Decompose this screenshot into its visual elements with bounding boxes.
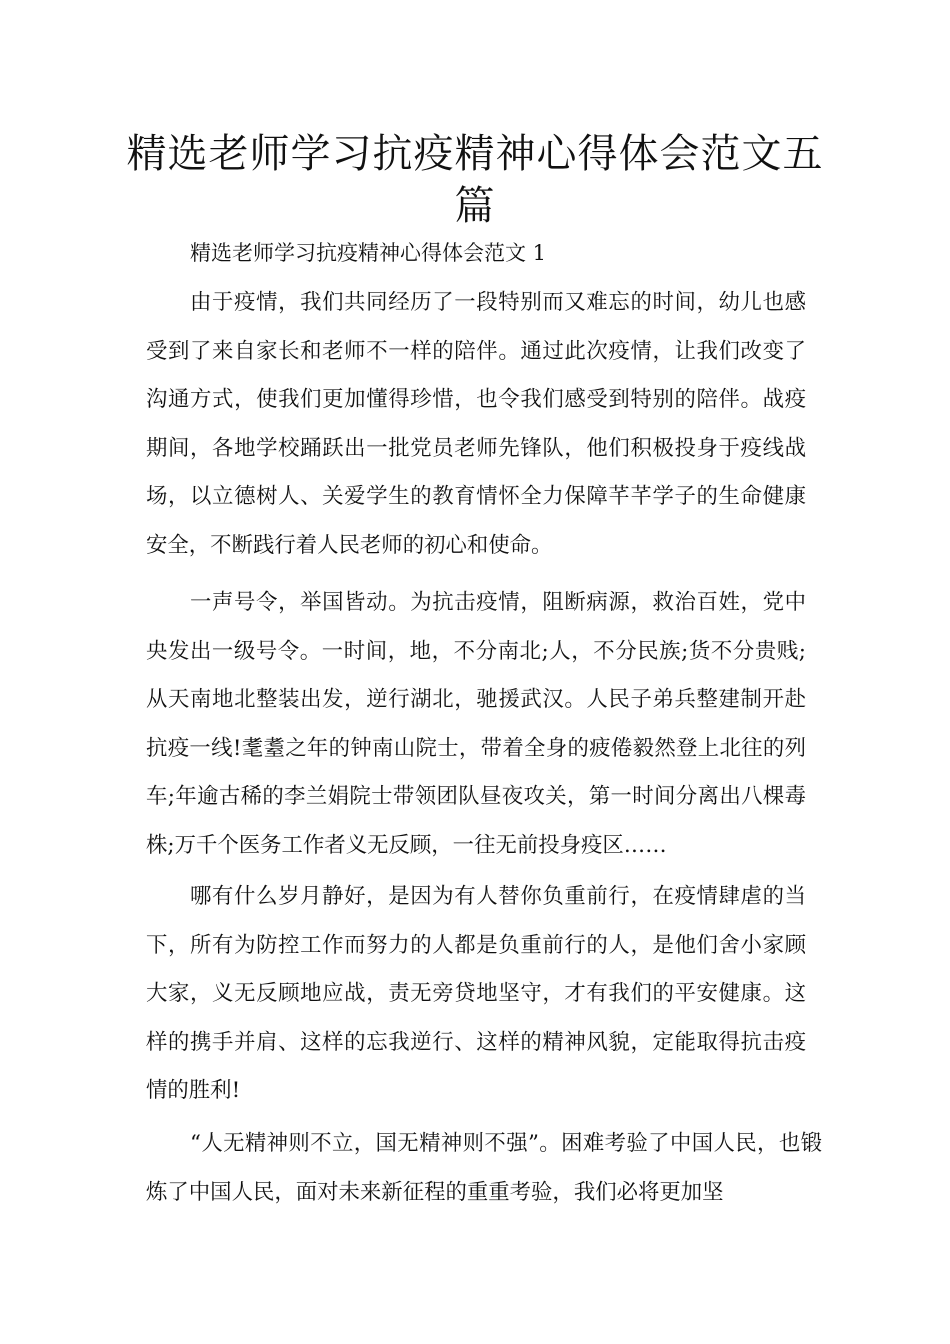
section-heading: 精选老师学习抗疫精神心得体会范文 1 [190, 241, 547, 265]
paragraph-3: 哪有什么岁月静好，是因为有人替你负重前行，在疫情肆虐的当下，所有为防控工作而努力的人都是负重前行的人，是他们舍小家顾大家，义无反顾地应战，责无旁贷地坚守，才有我们的平安健康。这样的携手并肩、这样的忘我逆行、这样的精神风貌，定能取得抗击疫情的胜利! [146, 884, 806, 1103]
paragraph-2: 一声号令，举国皆动。为抗击疫情，阻断病源，救治百姓，党中央发出一级号令。一时间，地，不分南北;人，不分民族;货不分贵贱;从天南地北整装出发，逆行湖北，驰援武汉。人民子弟兵整建制开赴抗疫一线!耄耋之年的钟南山院士，带着全身的疲倦毅然登上北往的列车;年逾古稀的李兰娟院士带领团队昼夜攻关，第一时间分离出八棵毒株;万千个医务工作者义无反顾，一往无前投身疫区…… [146, 590, 806, 858]
document-title: 精选老师学习抗疫精神心得体会范文五篇 [126, 131, 824, 229]
paragraph-1: 由于疫情，我们共同经历了一段特别而又难忘的时间，幼儿也感受到了来自家长和老师不一样的陪伴。通过此次疫情，让我们改变了沟通方式，使我们更加懂得珍惜，也令我们感受到特别的陪伴。战疫期间，各地学校踊跃出一批党员老师先锋队，他们积极投身于疫线战场，以立德树人、关爱学生的教育情怀全力保障芊芊学子的生命健康安全，不断践行着人民老师的初心和使命。 [146, 290, 806, 558]
paragraph-4: “人无精神则不立，国无精神则不强”。困难考验了中国人民，也锻炼了中国人民，面对未来新征程的重重考验，我们必将更加坚 [146, 1131, 822, 1205]
